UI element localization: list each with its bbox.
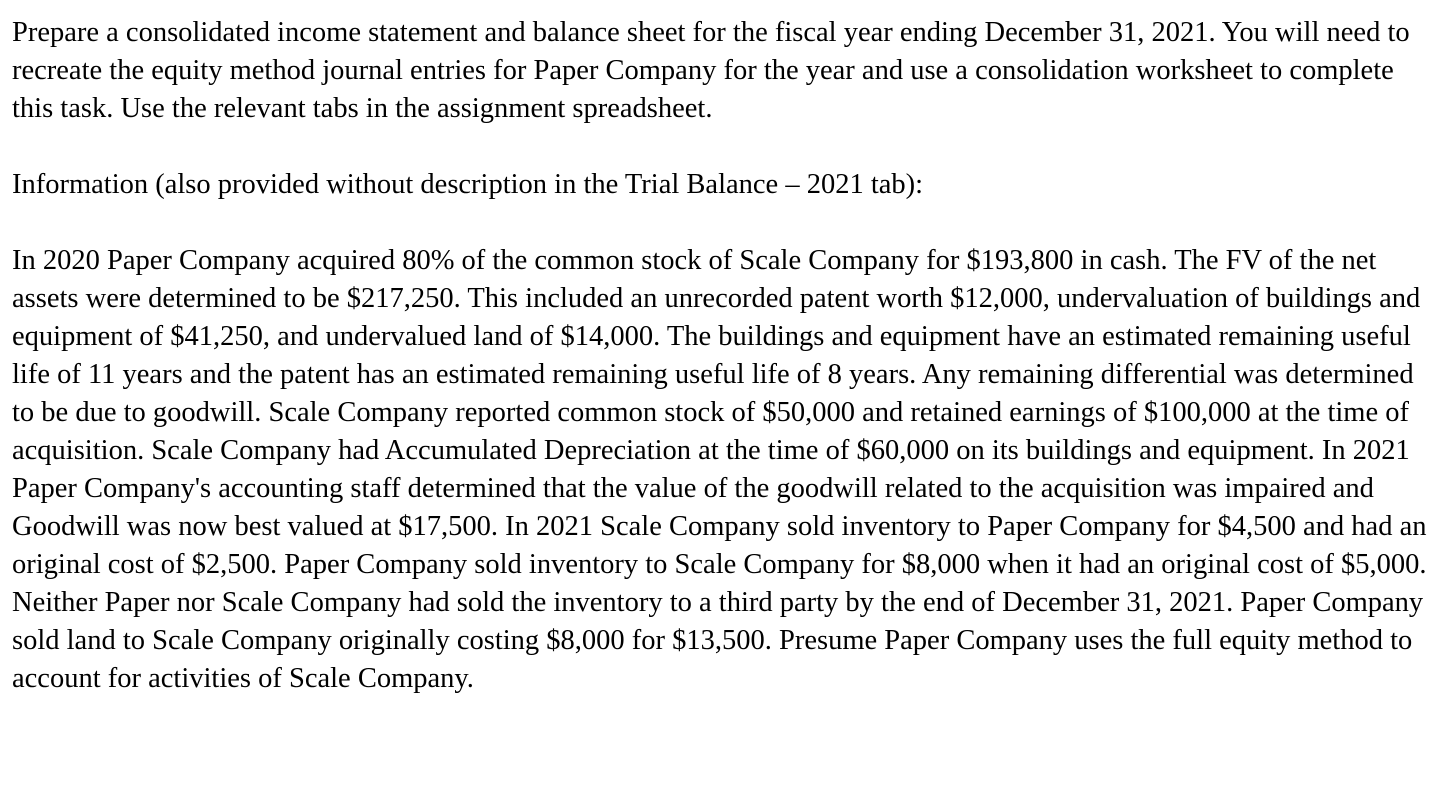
information-heading: Information (also provided without description in the Trial Balance – 2021 tab): <box>12 169 924 200</box>
instructions-paragraph: Prepare a consolidated income statement and balance sheet for the fiscal year ending December 31, 2021. You will need to recreate the equity method journal entries for Paper Company for the year and use a consolidation worksheet to complete this task. Use the relevant tabs in the assignment spreadsheet. <box>12 17 1410 124</box>
assignment-document <box>12 14 1432 698</box>
acquisition-details-paragraph: In 2020 Paper Company acquired 80% of the common stock of Scale Company for $193,800 in cash. The FV of the net assets were determined to be $217,250. This included an unrecorded patent worth $12,000, undervaluation of buildings and equipment of $41,250, and undervalued land of $14,000. The buildings and equipment have an estimated remaining useful life of 11 years and the patent has an estimated remaining useful life of 8 years. Any remaining differential was determined to be due to goodwill. Scale Company reported common stock of $50,000 and retained earnings of $100,000 at the time of acquisition. Scale Company had Accumulated Depreciation at the time of $60,000 on its buildings and equipment. In 2021 Paper Company's accounting staff determined that the value of the goodwill related to the acquisition was impaired and Goodwill was now best valued at $17,500. In 2021 Scale Company sold inventory to Paper Company for $4,500 and had an original cost of $2,500. Paper Company sold inventory to Scale Company for $8,000 when it had an original cost of $5,000. Neither Paper nor Scale Company had sold the inventory to a third party by the end of December 31, 2021. Paper Company sold land to Scale Company originally costing $8,000 for $13,500. Presume Paper Company uses the full equity method to account for activities of Scale Company. <box>12 245 1427 694</box>
